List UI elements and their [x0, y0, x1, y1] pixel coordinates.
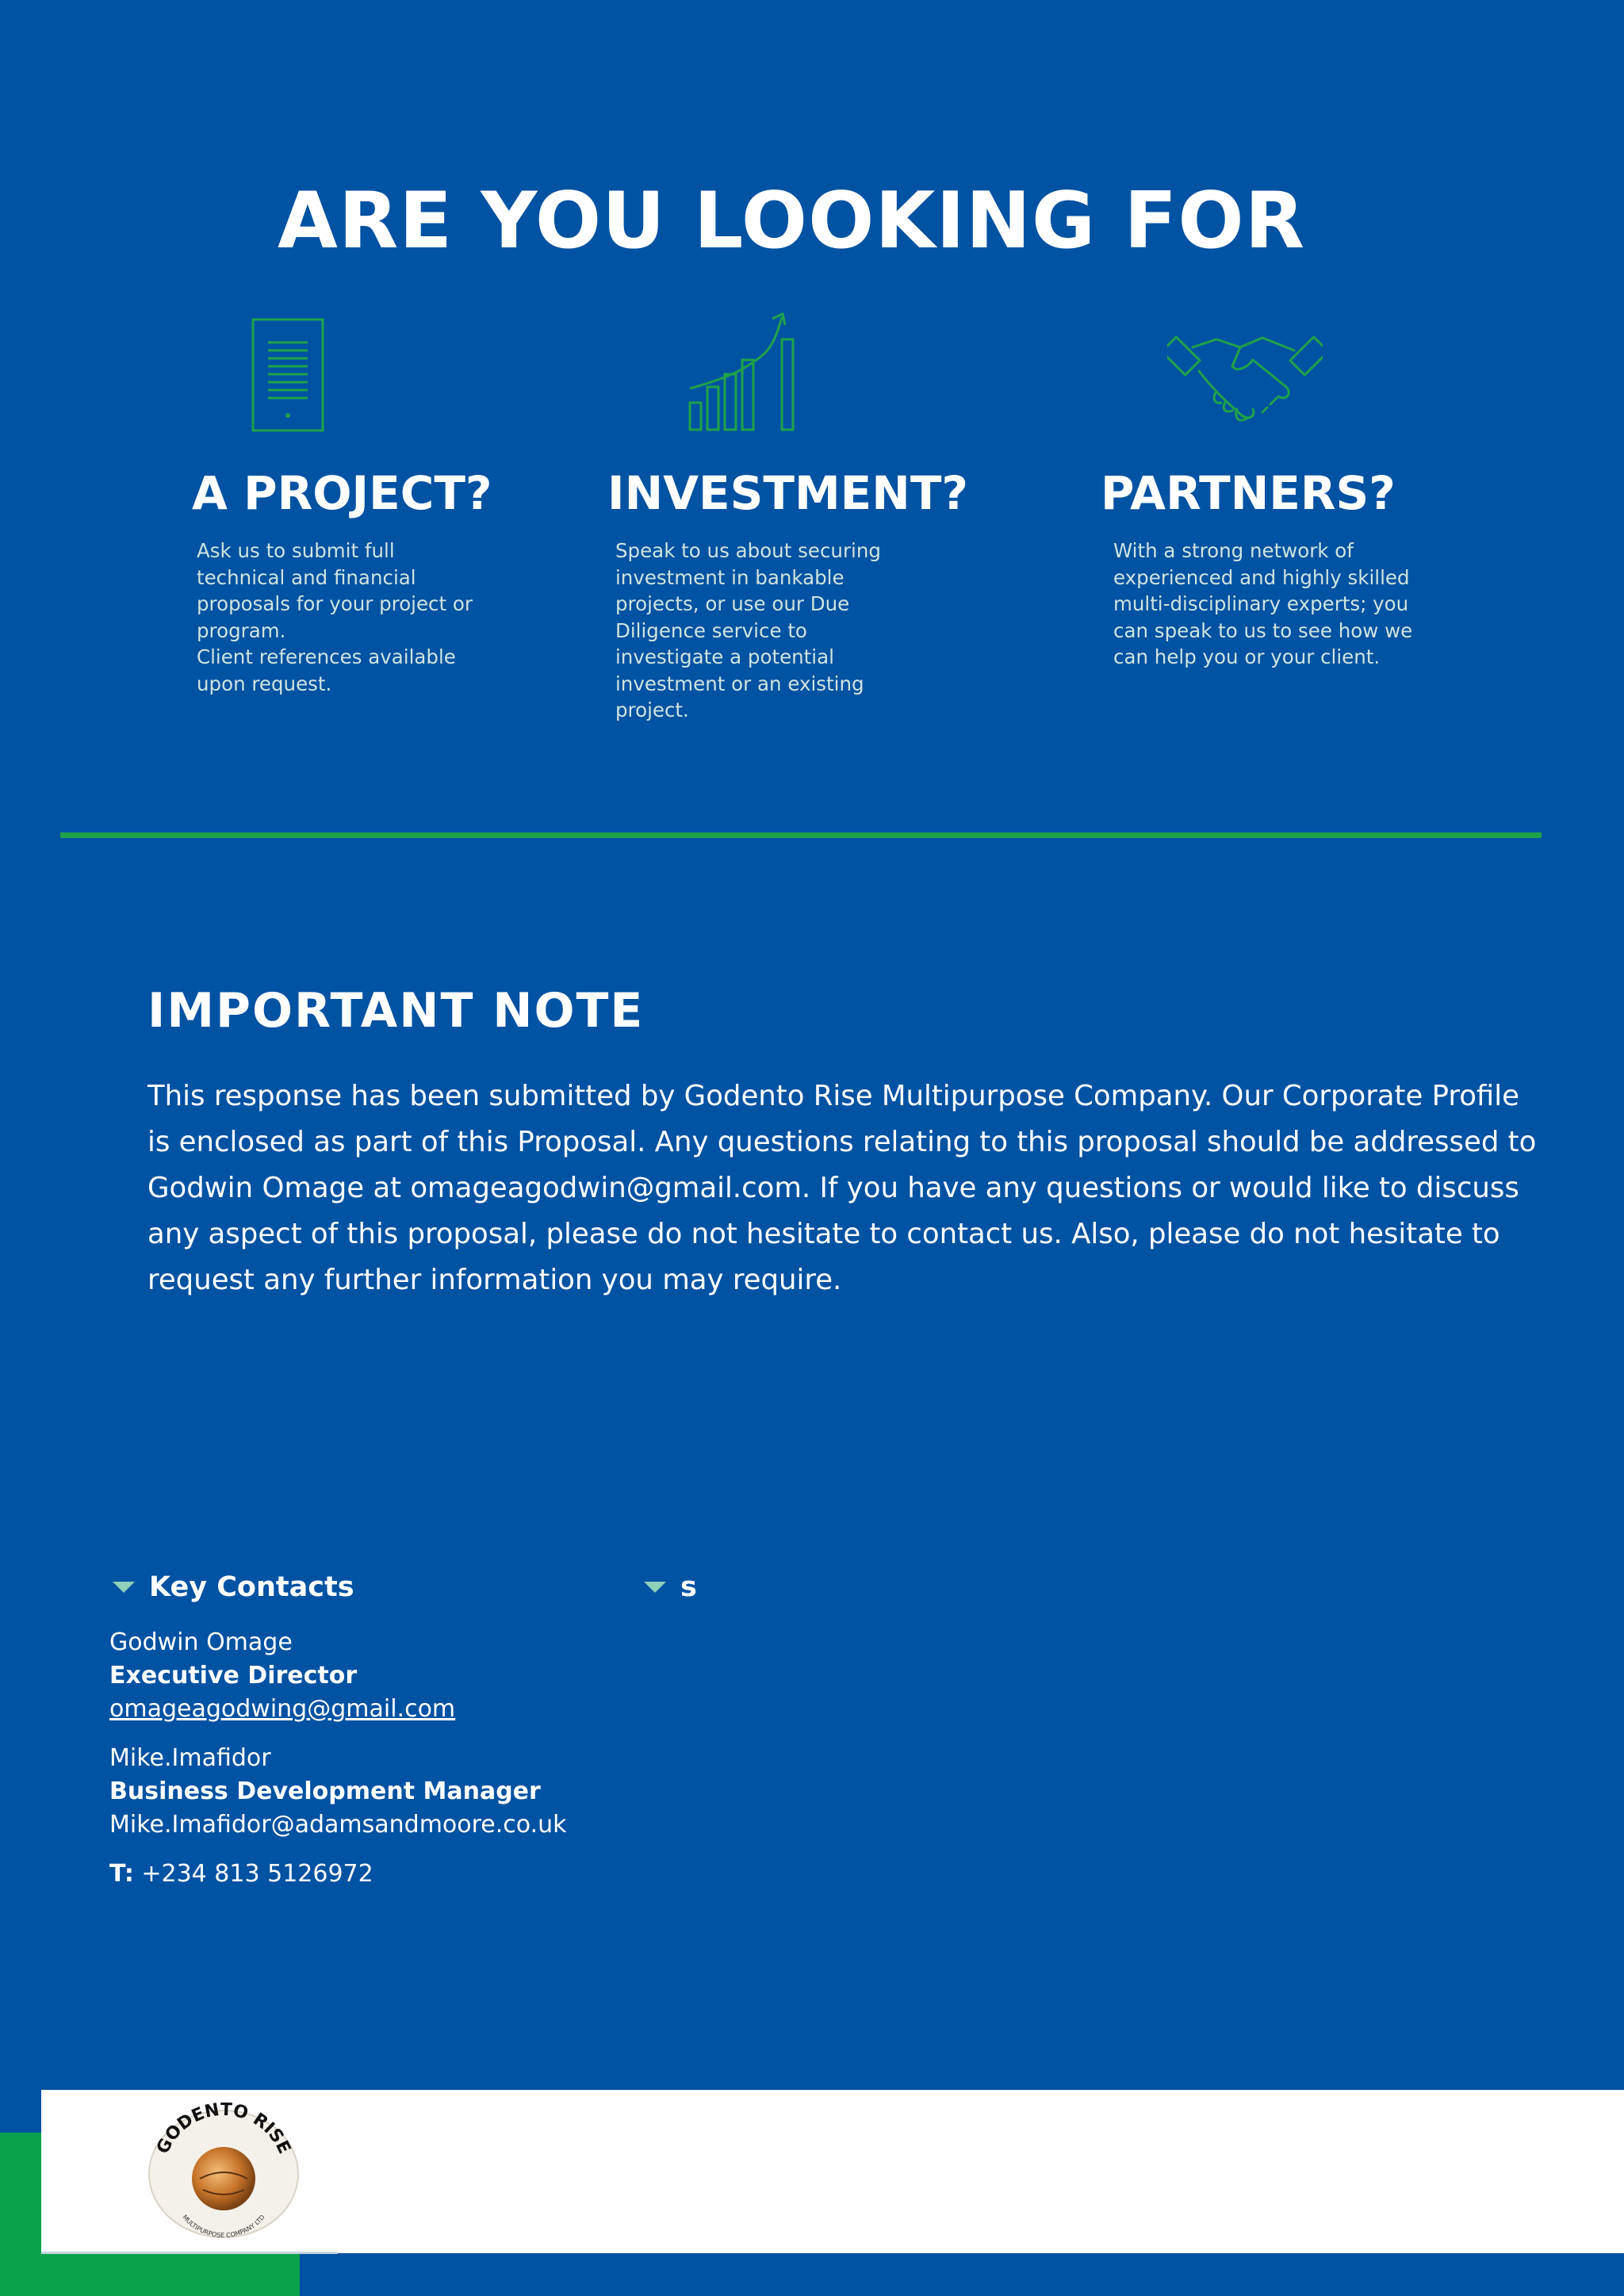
contact-title: Business Development Manager: [109, 1777, 541, 1805]
key-contacts-heading: [113, 1571, 354, 1603]
section-divider: [60, 832, 1542, 838]
text-line: investment in bankable: [615, 565, 845, 589]
text-line: multi-disciplinary experts; you: [1113, 592, 1409, 615]
contact-title: Executive Director: [109, 1662, 358, 1689]
note-line: This response has been submitted by Godento Rise Multipurpose Company. Our Corporate Profile: [147, 1080, 1519, 1112]
important-note-heading: IMPORTANT NOTE: [147, 983, 645, 1039]
text-line: investment or an existing: [615, 672, 864, 695]
logo-text-bottom: MULTIPURPOSE COMPANY LTD: [181, 2213, 266, 2239]
investment-description: [615, 538, 881, 724]
text-line: Diligence service to: [615, 618, 807, 642]
phone-number: +234 813 5126972: [141, 1860, 373, 1888]
document-tablet-icon: [251, 317, 325, 433]
company-logo: [144, 2103, 303, 2239]
secondary-heading-label: s: [680, 1571, 697, 1603]
text-line: technical and financial: [197, 565, 416, 589]
text-line: projects, or use our Due: [615, 592, 850, 615]
text-line: Ask us to submit full: [197, 539, 395, 562]
partners-heading: PARTNERS?: [1101, 466, 1396, 520]
text-line: can speak to us to see how we: [1113, 618, 1413, 642]
text-line: can help you or your client.: [1113, 645, 1381, 668]
investment-heading: INVESTMENT?: [607, 466, 969, 520]
logo-text-top: GODENTO RISE: [153, 2103, 295, 2157]
note-line: any aspect of this proposal, please do not hesitate to contact us. Also, please do not hesitate to: [147, 1218, 1500, 1250]
text-line: project.: [615, 698, 689, 721]
important-note-body: [147, 1073, 1537, 1303]
contact-email: Mike.Imafidor@adamsandmoore.co.uk: [109, 1811, 567, 1839]
collapse-triangle-icon: [644, 1582, 666, 1593]
handshake-icon: [1167, 316, 1323, 433]
text-line: Client references available: [197, 645, 456, 668]
contact-email-link[interactable]: omageagodwing@gmail.com: [109, 1695, 456, 1723]
contact-name: Mike.Imafidor: [109, 1744, 271, 1772]
contact-name: Godwin Omage: [109, 1628, 293, 1656]
partners-description: [1113, 538, 1412, 671]
text-line: experienced and highly skilled: [1113, 565, 1410, 589]
secondary-heading: [644, 1571, 697, 1603]
phone-label: T:: [109, 1860, 134, 1888]
project-heading: A PROJECT?: [192, 466, 492, 520]
footer-rule: [41, 2252, 338, 2254]
text-line: proposals for your project or: [197, 592, 473, 615]
key-contacts-label: Key Contacts: [149, 1571, 354, 1603]
hero-title: ARE YOU LOOKING FOR: [278, 176, 1306, 266]
note-line: is enclosed as part of this Proposal. Any questions relating to this proposal should be addressed to: [147, 1126, 1537, 1158]
contact-phone: [109, 1860, 373, 1888]
text-line: With a strong network of: [1113, 539, 1354, 562]
text-line: investigate a potential: [615, 645, 834, 668]
note-line: request any further information you may require.: [147, 1264, 842, 1296]
growth-chart-icon: [687, 309, 798, 433]
text-line: Speak to us about securing: [615, 539, 881, 562]
project-description: [197, 538, 473, 697]
collapse-triangle-icon: [113, 1582, 135, 1593]
note-line: Godwin Omage at omageagodwin@gmail.com. If you have any questions or would like to discuss: [147, 1172, 1519, 1204]
text-line: upon request.: [197, 672, 332, 695]
text-line: program.: [197, 618, 286, 642]
